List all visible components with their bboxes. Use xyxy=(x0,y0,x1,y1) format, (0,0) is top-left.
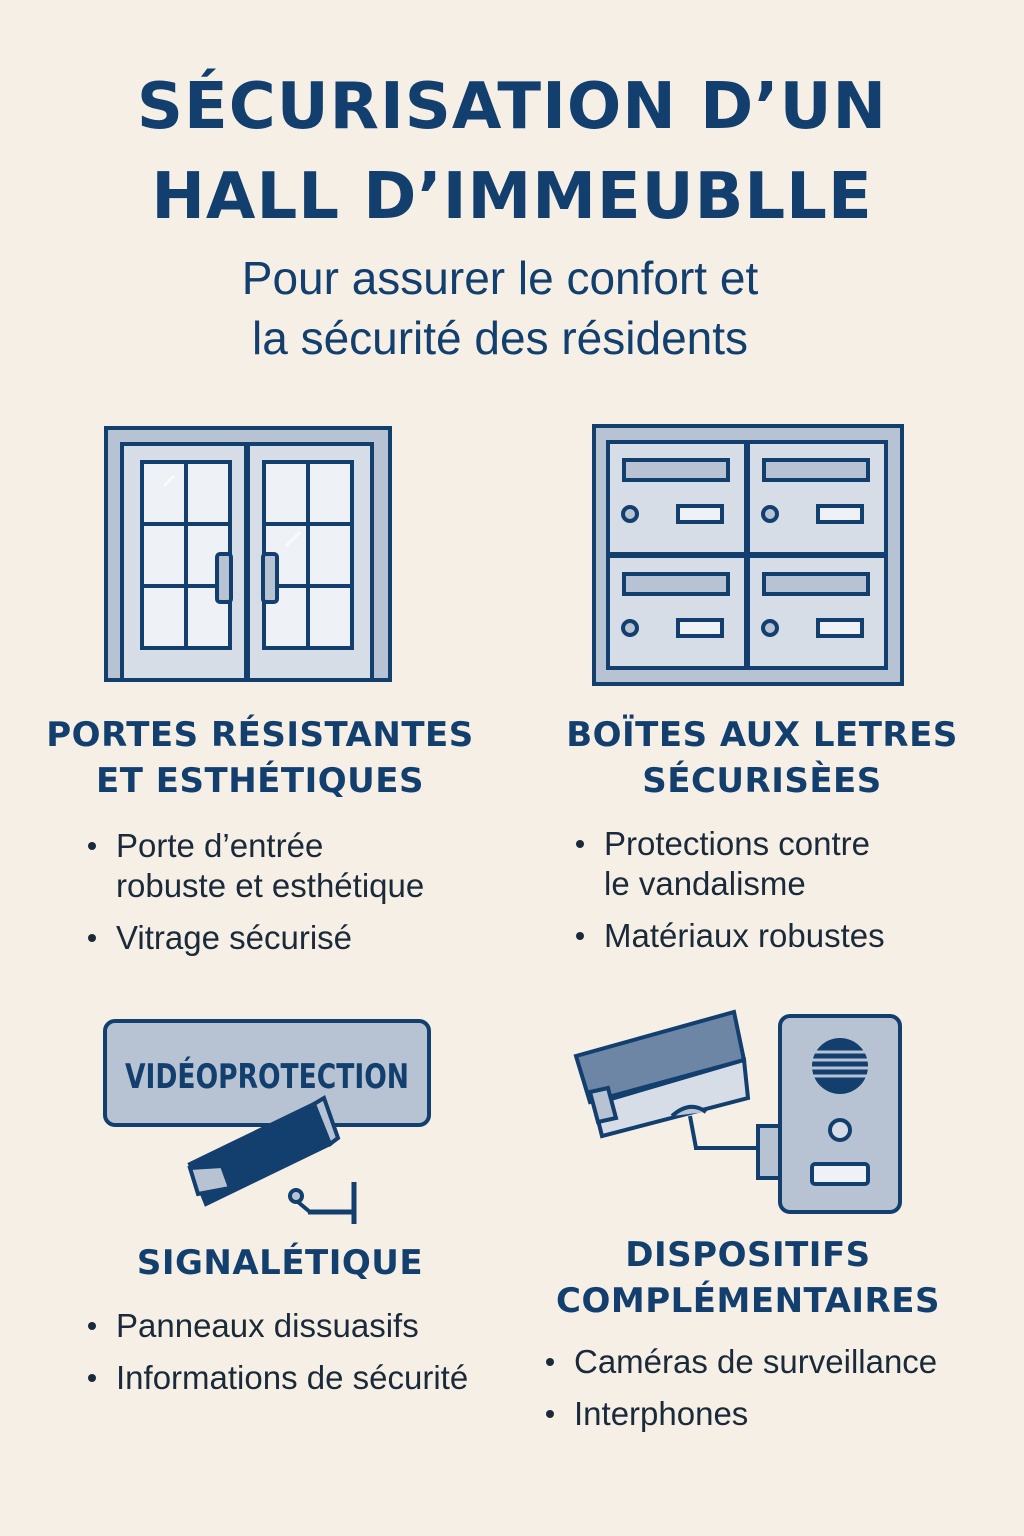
list-item: Panneaux dissuasifs xyxy=(86,1306,526,1346)
section-heading-signage xyxy=(60,1240,500,1286)
devices-bullet-list xyxy=(544,1342,1014,1446)
section-heading-doors xyxy=(30,712,490,804)
list-item: Informations de sécurité xyxy=(86,1358,526,1398)
list-item: Vitrage sécurisé xyxy=(86,918,506,958)
list-item: Protections contre le vandalisme xyxy=(574,824,994,904)
list-item: Interphones xyxy=(544,1394,1014,1434)
mailboxes-bullet-list xyxy=(574,824,994,968)
section-heading-mailboxes xyxy=(532,712,992,804)
mailboxes-icon xyxy=(592,424,904,686)
heading-line: SIGNALÉTIQUE xyxy=(136,1243,424,1283)
heading-line: BOÏTES AUX LETRES xyxy=(566,715,958,755)
page-subtitle-line: Pour assurer le confort et xyxy=(241,252,759,304)
page-title-line: SÉCURISATION D’UN xyxy=(136,70,888,144)
page-title xyxy=(0,62,1024,242)
sign-text: VIDÉOPROTECTION xyxy=(125,1057,489,1097)
page-title-line: HALL D’IMMEUBLLE xyxy=(151,160,873,234)
page-subtitle xyxy=(0,248,1000,368)
list-item: Caméras de surveillance xyxy=(544,1342,1014,1382)
list-item: Porte d’entrée robuste et esthétique xyxy=(86,826,506,906)
heading-line: DISPOSITIFS xyxy=(625,1235,871,1275)
camera-intercom-icon xyxy=(572,1008,908,1218)
doors-bullet-list xyxy=(86,826,506,970)
heading-line: COMPLÉMENTAIRES xyxy=(556,1281,940,1321)
heading-line: PORTES RÉSISTANTES xyxy=(46,715,474,755)
heading-line: ET ESTHÉTIQUES xyxy=(96,761,424,801)
signage-bullet-list xyxy=(86,1306,526,1410)
page-subtitle-line: la sécurité des résidents xyxy=(251,312,749,364)
heading-line: SÉCURISÈES xyxy=(642,761,882,801)
glass-door-icon xyxy=(104,426,394,684)
section-heading-devices xyxy=(518,1232,978,1324)
videoprotection-sign-icon xyxy=(102,1018,489,1228)
list-item: Matériaux robustes xyxy=(574,916,994,956)
